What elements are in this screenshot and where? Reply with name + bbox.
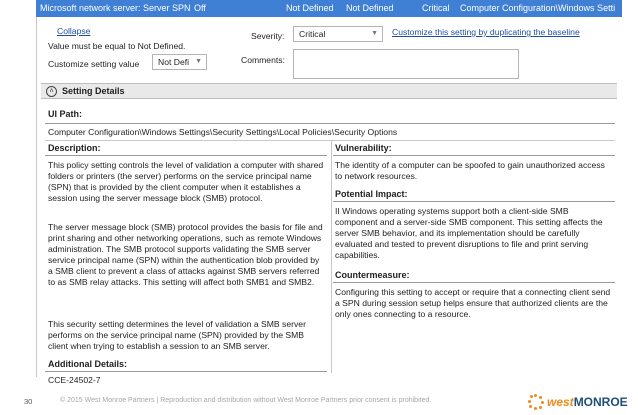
comments-label: Comments: xyxy=(241,55,285,65)
chevron-down-icon: ▼ xyxy=(195,58,202,65)
comments-input[interactable] xyxy=(293,49,519,79)
customize-value-select[interactable] xyxy=(152,54,207,70)
collapse-chevron-icon[interactable]: ˄ xyxy=(46,86,57,97)
policy-detail-panel xyxy=(36,17,622,385)
severity-select-value: Critical xyxy=(299,29,326,39)
vulnerability-label: Vulnerability: xyxy=(335,143,392,153)
setting-details-title: Setting Details xyxy=(62,86,125,96)
page-number: 30 xyxy=(24,397,33,406)
countermeasure-label: Countermeasure: xyxy=(335,270,410,280)
customize-setting-label: Customize setting value xyxy=(48,59,140,69)
logo-monroe-text: MONROE xyxy=(573,395,628,409)
logo-dots-icon xyxy=(528,394,544,410)
divider xyxy=(333,282,615,283)
divider xyxy=(333,201,615,202)
description-paragraph-1: This policy setting controls the level of validation a computer with shared folders or printers (the server) performs on the service principal name (SPN) that is provided by the client computer when it establishes a session using the server message block (SMB) protocol. xyxy=(48,160,324,203)
slide-footer xyxy=(0,393,638,415)
potential-impact-label: Potential Impact: xyxy=(335,189,408,199)
requirement-text: Value must be equal to Not Defined. xyxy=(48,41,186,51)
setting-details-header[interactable] xyxy=(41,83,617,99)
policy-row-header[interactable] xyxy=(36,0,622,17)
potential-impact-text: II Windows operating systems support both a client-side SMB component and a server-side SMB component. This setting affects the server SMB behavior, and its implementation should be carefully evaluated and tested to prevent disruptions to file and print serving capabilities. xyxy=(335,206,603,260)
divider xyxy=(45,155,327,156)
collapse-link[interactable]: Collapse xyxy=(57,26,91,36)
additional-details-label: Additional Details: xyxy=(48,359,128,369)
site1-value: Not Defined xyxy=(286,3,334,13)
divider xyxy=(333,155,615,156)
policy-name: Microsoft network server: Server SPN xyxy=(40,3,191,13)
customize-baseline-link[interactable]: Customize this setting by duplicating the baseline xyxy=(392,27,580,37)
logo-west-text: west xyxy=(547,395,574,409)
chevron-down-icon: ▼ xyxy=(371,30,378,37)
customize-value: Not Defi xyxy=(158,57,190,67)
site2-value: Not Defined xyxy=(346,3,394,13)
ui-path-label: UI Path: xyxy=(48,109,83,119)
cce-id: CCE-24502-7 xyxy=(48,375,101,385)
ui-path-value: Computer Configuration\Windows Settings\Security Settings\Local Policies\Security Options xyxy=(48,127,398,137)
severity-label: Severity: xyxy=(251,31,285,41)
countermeasure-text: Configuring this setting to accept or require that a connecting client send a SPN during session setup helps ensure that authorized clients are the only ones connecting to a resource. xyxy=(335,287,611,319)
severity-select[interactable] xyxy=(293,26,383,42)
vulnerability-text: The identity of a computer can be spoofed to gain unauthorized access to network resources. xyxy=(335,160,605,181)
divider xyxy=(45,371,327,372)
path-value: Computer Configuration\Windows Setti xyxy=(460,3,616,13)
divider xyxy=(45,123,615,124)
column-divider xyxy=(331,140,332,373)
severity-value: Critical xyxy=(422,3,450,13)
divider xyxy=(45,140,615,141)
copyright-text: © 2015 West Monroe Partners | Reproduction and distribution without West Monroe Partners prior consent is prohibited. xyxy=(60,397,432,404)
west-monroe-logo xyxy=(528,393,628,411)
description-label: Description: xyxy=(48,143,101,153)
description-paragraph-2: The server message block (SMB) protocol provides the basis for file and print sharing and other networking operations, such as remote Windows administration. The SMB protocol supports validating the SMB server service principal name (SPN) within the authentication blob provided by a SMB client to prevent a class of attacks against SMB servers referred to as SMB relay attacks. This setting will affect both SMB1 and SMB2. xyxy=(48,222,323,287)
policy-value: Off xyxy=(194,3,206,13)
description-paragraph-3: This security setting determines the level of validation a SMB server performs on the service principal name (SPN) provided by the SMB client when trying to establish a session to an SMB server. xyxy=(48,319,306,351)
